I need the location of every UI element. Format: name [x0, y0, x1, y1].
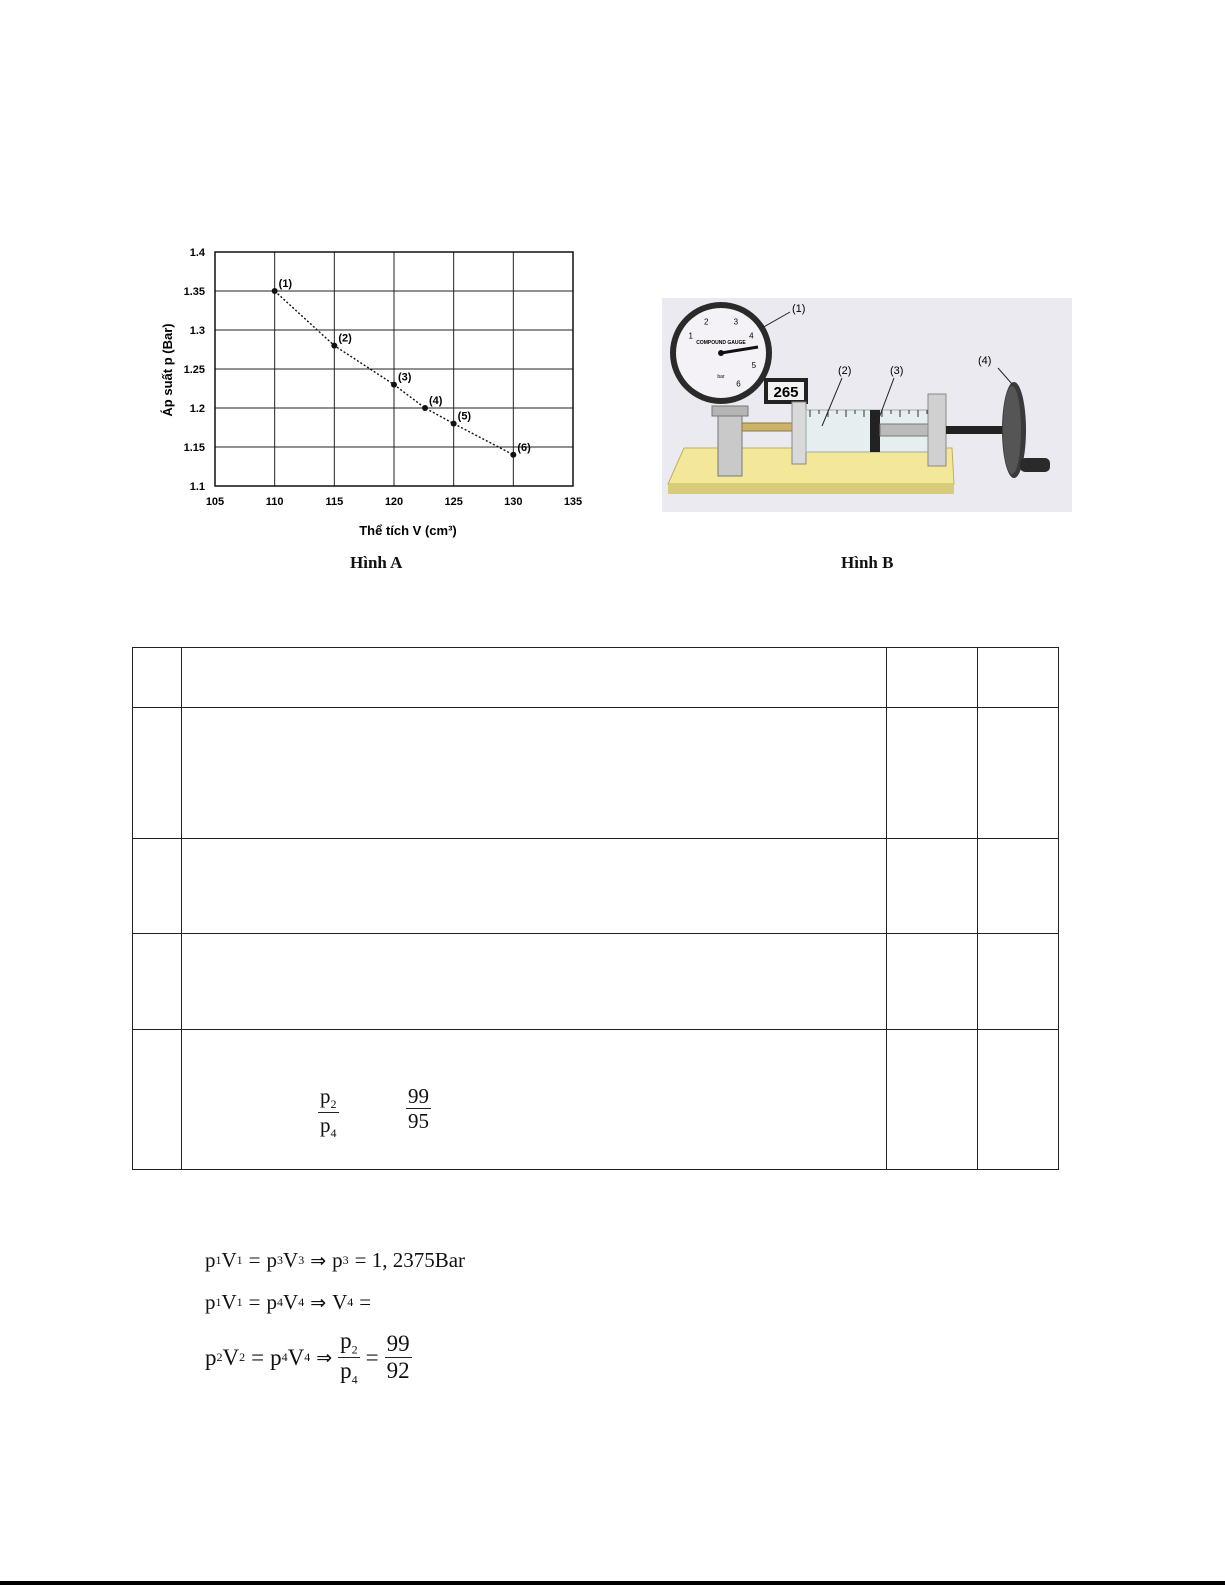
- digital-display-value: 265: [773, 384, 799, 401]
- piston: [870, 410, 880, 452]
- gauge-digit: 6: [736, 379, 741, 389]
- gauge-digit: 5: [751, 360, 757, 370]
- ratio-p2-p4: $\frac{p_2}{p_4}$: [320, 1084, 337, 1141]
- gauge-post-cap: [712, 406, 748, 416]
- gauge-digit: 1: [688, 331, 693, 341]
- answer-table: [132, 647, 1059, 1170]
- table-header-row: [133, 648, 1059, 708]
- y-tick-label: 1.35: [183, 286, 205, 298]
- table-cell: [887, 934, 978, 1030]
- svg-text:(2): (2): [838, 365, 852, 377]
- x-tick-label: 135: [563, 496, 583, 508]
- x-tick-label: 115: [325, 496, 344, 508]
- table-cell: [978, 708, 1059, 839]
- handwheel-crank: [1020, 458, 1050, 472]
- chart-ylabel: Áp suất p (Bar): [160, 323, 175, 417]
- x-tick-label: 125: [444, 496, 463, 508]
- equation-2: p 1 V 1 = p 4 V 4 ⇒ V 4 =: [205, 1290, 372, 1314]
- data-point-4: [422, 405, 428, 411]
- handwheel-face: [1003, 386, 1021, 474]
- y-tick-label: 1.1: [189, 481, 205, 493]
- base-plate-edge: [668, 484, 954, 494]
- left-support: [792, 402, 806, 464]
- svg-text:(3): (3): [890, 365, 904, 377]
- table-cell: [887, 708, 978, 839]
- base-plate: [668, 448, 954, 484]
- table-cell: [133, 839, 182, 934]
- figure-a-caption: Hình A: [350, 553, 403, 572]
- data-point-label-1: (1): [278, 278, 293, 290]
- data-point-5: [451, 421, 457, 427]
- table-cell: [182, 1030, 887, 1170]
- data-point-label-2: (2): [338, 332, 352, 345]
- chart-xlabel: Thể tích V (cm³): [359, 523, 457, 538]
- equation-1: p 1 V 1 = p 3 V 3 ⇒ p 3 = 1, 2375Bar: [205, 1248, 466, 1272]
- svg-text:(4): (4): [978, 355, 992, 367]
- ratio-p2-p4-result: $\frac{p_2}{p_4}$: [340, 1328, 358, 1387]
- data-point-label-5: (5): [457, 410, 472, 423]
- table-cell: [978, 839, 1059, 934]
- table-cell: [182, 648, 887, 708]
- page-bottom-rule: [0, 1581, 1225, 1585]
- table-cell: [133, 1030, 182, 1170]
- y-tick-label: 1.15: [183, 442, 205, 454]
- table-cell: [182, 708, 887, 839]
- data-point-label-4: (4): [429, 395, 443, 407]
- chart-points: [272, 278, 531, 458]
- connecting-pipe: [742, 423, 794, 431]
- table-cell: [182, 934, 887, 1030]
- gauge-label: COMPOUND GAUGE: [696, 340, 746, 346]
- table-row: [133, 934, 1059, 1030]
- data-point-3: [391, 382, 397, 388]
- table-cell: [978, 1030, 1059, 1170]
- table-row: [133, 839, 1059, 934]
- table-cell: [978, 648, 1059, 708]
- boyle-apparatus-illustration: [662, 298, 1072, 512]
- table-cell: [182, 839, 887, 934]
- table-row: [133, 1030, 1059, 1170]
- figure-b-caption: Hình B: [841, 553, 894, 572]
- chart-tick-labels: [184, 247, 583, 508]
- data-point-label-6: (6): [517, 441, 531, 454]
- pressure-volume-chart: [150, 238, 600, 550]
- y-tick-label: 1.3: [189, 325, 205, 337]
- table-cell: [133, 708, 182, 839]
- x-tick-label: 120: [384, 496, 404, 508]
- y-tick-label: 1.2: [189, 403, 205, 415]
- data-point-label-3: (3): [398, 371, 412, 384]
- table-cell: [133, 934, 182, 1030]
- ratio-99-95: $\frac{99}{95}$: [408, 1084, 429, 1134]
- table-cell: [887, 1030, 978, 1170]
- gauge-digit: 4: [749, 331, 754, 341]
- y-tick-label: 1.25: [183, 364, 205, 376]
- equation-3: p 2 V 2 = p 4 V 4 ⇒ $\frac{p_2}{p_4}$ = $\frac{99}{92}$: [205, 1328, 410, 1387]
- ratio-99-92: $\frac{99}{92}$: [386, 1330, 410, 1384]
- data-point-2: [331, 343, 337, 349]
- table-cell: [978, 934, 1059, 1030]
- table-row: [133, 708, 1059, 839]
- svg-text:(1): (1): [792, 303, 806, 315]
- table-cell: [133, 648, 182, 708]
- gauge-digit: 3: [733, 317, 739, 327]
- right-support: [928, 394, 946, 466]
- gauge-digit: 2: [703, 317, 709, 327]
- gauge-unit: bar: [717, 374, 725, 380]
- data-point-1: [272, 288, 278, 294]
- data-point-6: [510, 452, 516, 458]
- x-tick-label: 105: [205, 496, 225, 508]
- table-cell: [887, 839, 978, 934]
- x-tick-label: 130: [504, 496, 523, 508]
- x-tick-label: 110: [265, 496, 284, 508]
- table-cell: [887, 648, 978, 708]
- y-tick-label: 1.4: [189, 247, 205, 259]
- gauge-pivot: [718, 350, 724, 356]
